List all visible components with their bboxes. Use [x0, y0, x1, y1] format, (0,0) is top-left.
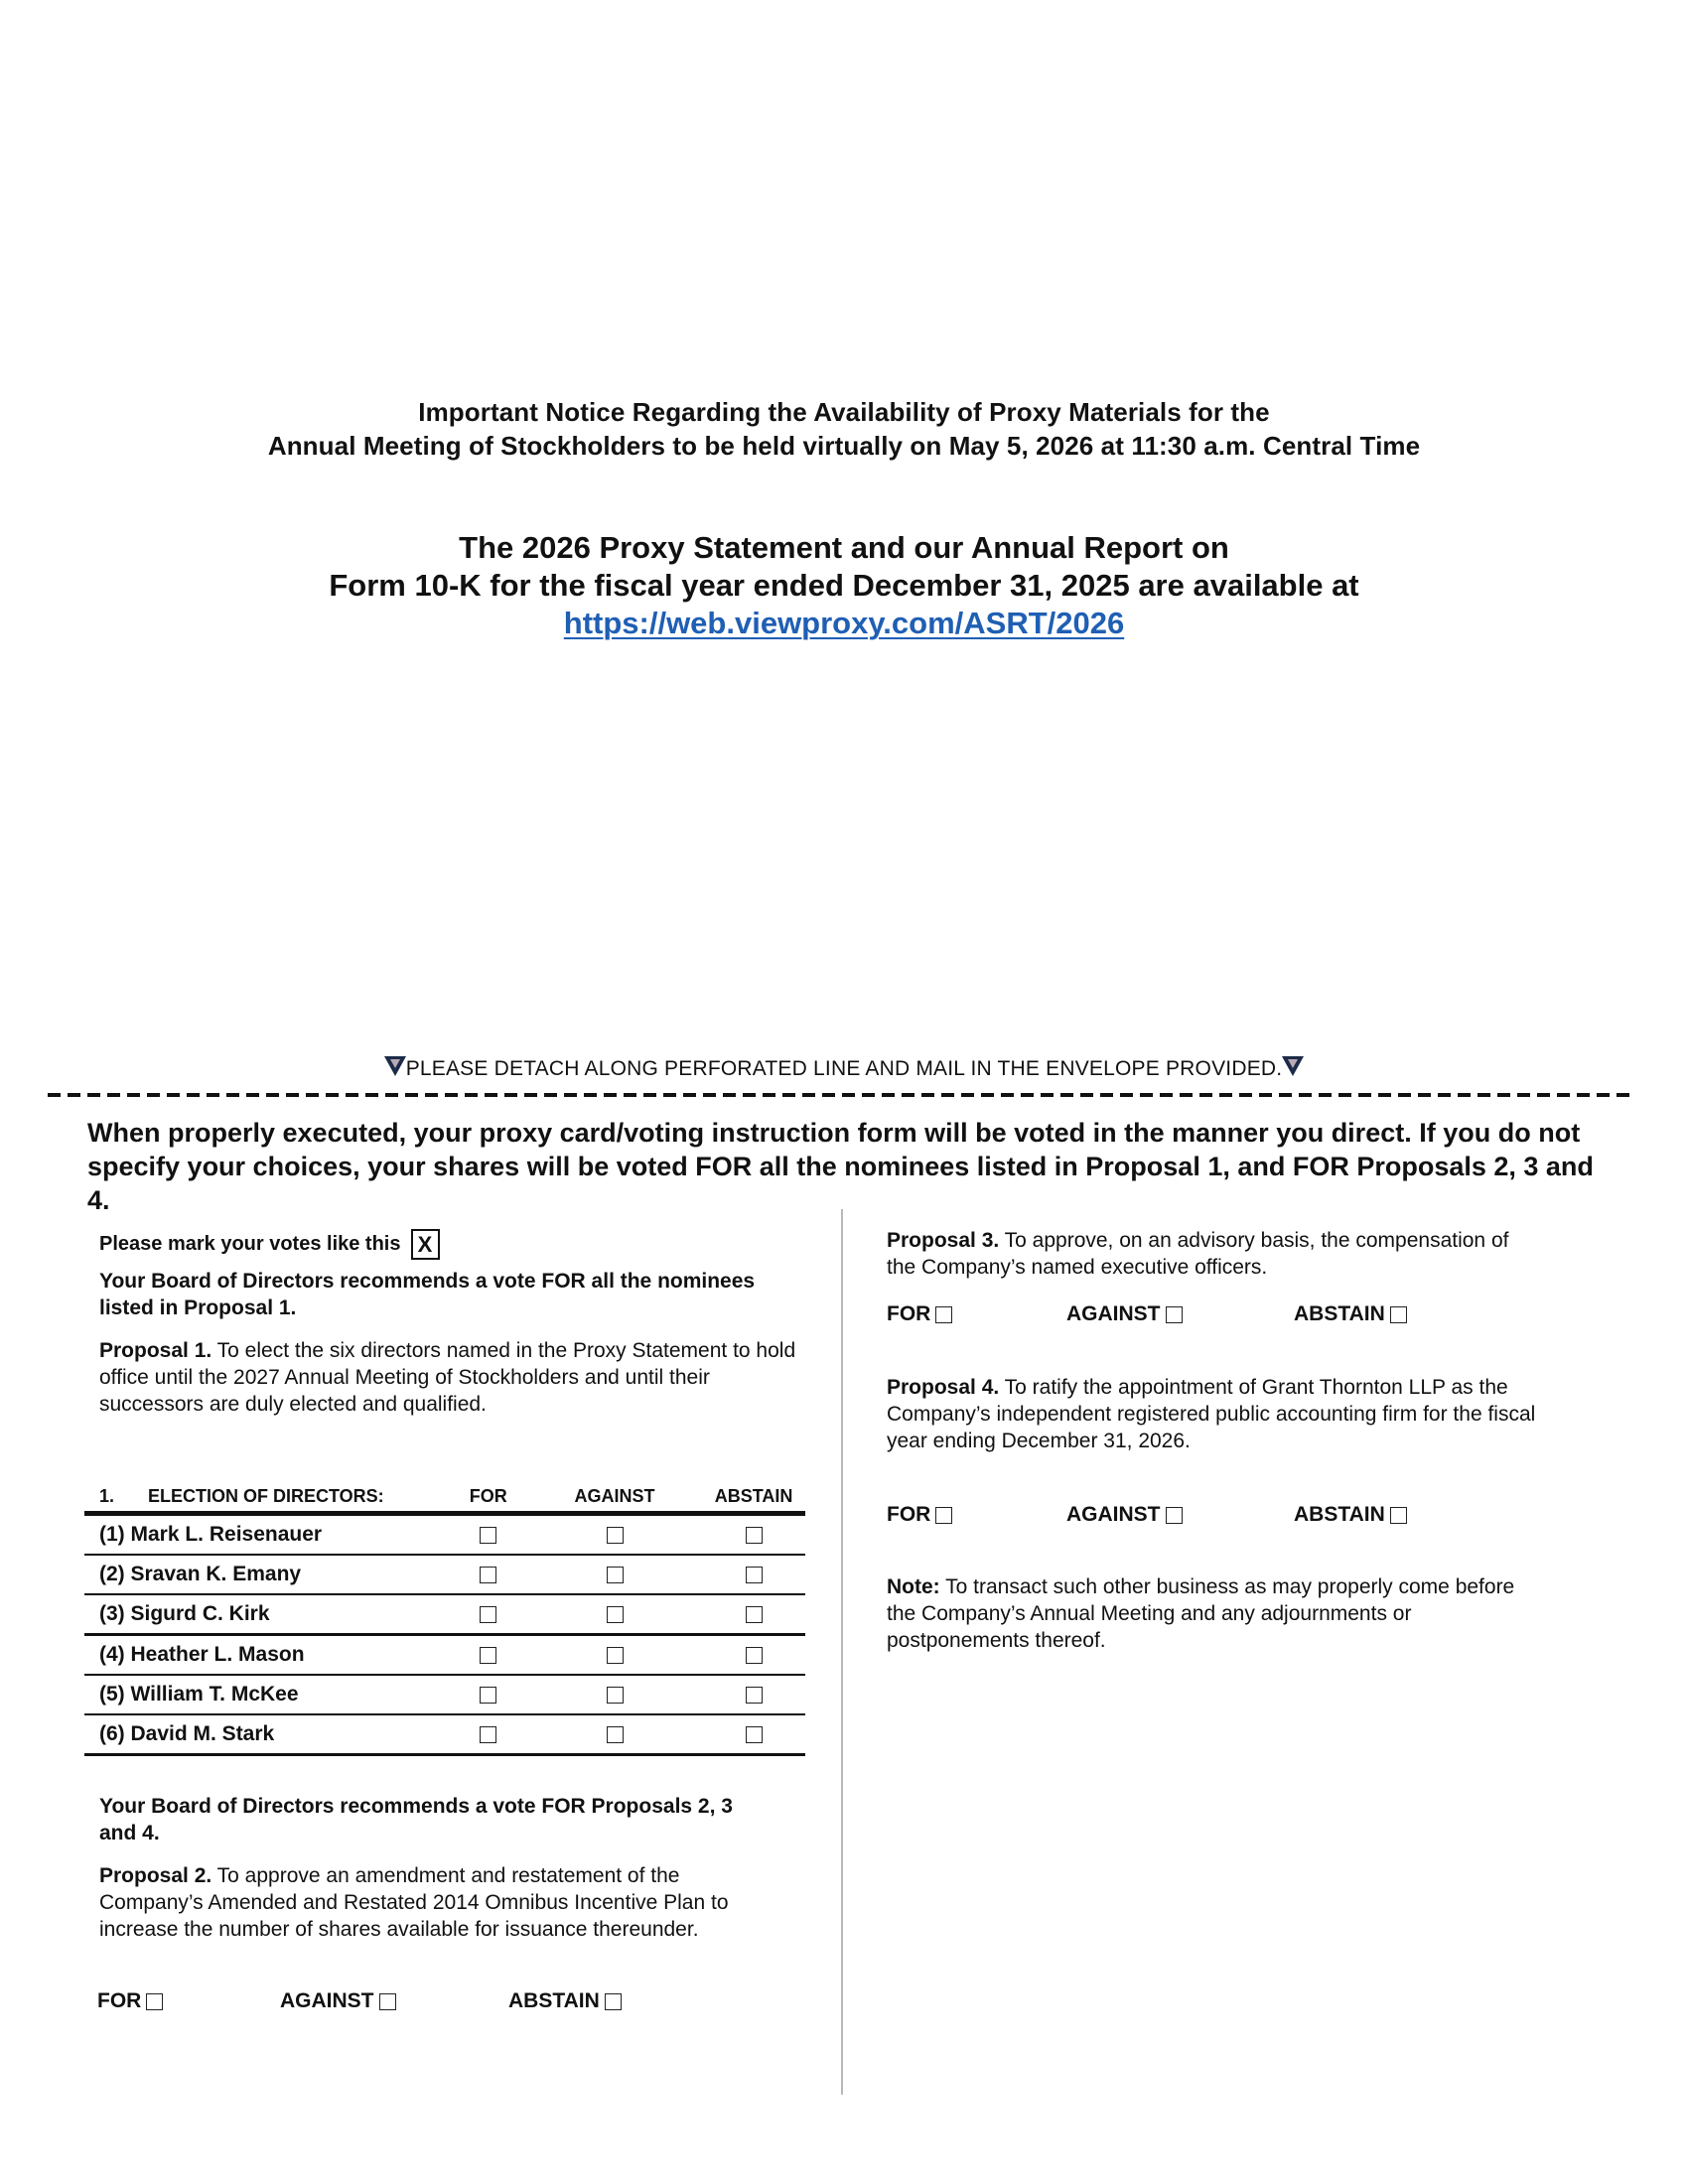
proposal-2-text: To approve an amendment and restatement of the Company’s Amended and Restated 2014 Omnibus Incentive Plan to increase the number of shares available for issuance thereunder. — [99, 1864, 729, 1941]
notice-line-1: Important Notice Regarding the Availability of Proxy Materials for the — [418, 397, 1270, 427]
nominee-name: (5) William T. McKee — [99, 1683, 299, 1706]
proposal-2-section — [99, 1793, 774, 1943]
abstain-checkbox[interactable] — [746, 1527, 763, 1544]
availability-line-1: The 2026 Proxy Statement and our Annual Report on — [459, 530, 1229, 565]
for-checkbox[interactable] — [480, 1527, 496, 1544]
down-triangle-icon — [1282, 1056, 1304, 1076]
note-section — [887, 1573, 1547, 1654]
materials-availability — [0, 529, 1688, 642]
proposal-2-title: Proposal 2. — [99, 1864, 212, 1887]
nominee-name: (2) Sravan K. Emany — [99, 1563, 302, 1585]
for-checkbox[interactable] — [480, 1647, 496, 1664]
proposal-2-description — [99, 1862, 774, 1943]
proposal-3-section — [887, 1227, 1542, 1281]
note-text: To transact such other business as may properly come before the Company’s Annual Meeting and any adjournments or postponements thereof. — [887, 1575, 1515, 1652]
abstain-checkbox[interactable] — [746, 1606, 763, 1623]
vote-against: AGAINST — [1066, 1302, 1294, 1326]
proposal-3-votes — [887, 1302, 1407, 1326]
against-checkbox[interactable] — [607, 1527, 624, 1544]
vote-for: FOR — [887, 1503, 1066, 1527]
mark-instruction — [99, 1228, 804, 1260]
against-checkbox[interactable] — [1166, 1306, 1183, 1323]
table-header — [84, 1477, 805, 1516]
proposal-1-title: Proposal 1. — [99, 1339, 212, 1362]
note-title: Note: — [887, 1575, 940, 1598]
nominee-name: (3) Sigurd C. Kirk — [99, 1602, 270, 1625]
voting-instructions: When properly executed, your proxy card/voting instruction form will be voted in the manner you direct. If you do not specify your choices, your shares will be voted FOR all the nominees listed in Proposal 1, and FOR Proposals 2, 3 and 4. — [87, 1118, 1594, 1215]
for-checkbox[interactable] — [480, 1567, 496, 1583]
against-checkbox[interactable] — [379, 1993, 396, 2010]
vote-for: FOR — [97, 1989, 280, 2013]
vote-abstain: ABSTAIN — [508, 1989, 622, 2013]
against-checkbox[interactable] — [607, 1647, 624, 1664]
detach-instruction — [0, 1056, 1688, 1082]
proposal-3-title: Proposal 3. — [887, 1229, 1000, 1252]
against-checkbox[interactable] — [607, 1606, 624, 1623]
vote-abstain: ABSTAIN — [1294, 1503, 1407, 1527]
note-description — [887, 1573, 1547, 1654]
election-of-directors-table — [84, 1477, 805, 1756]
nominee-name: (6) David M. Stark — [99, 1722, 275, 1745]
column-for: FOR — [469, 1486, 507, 1506]
nominee-name: (1) Mark L. Reisenauer — [99, 1523, 323, 1546]
vote-against: AGAINST — [1066, 1503, 1294, 1527]
proposal-3-text: To approve, on an advisory basis, the compensation of the Company’s named executive officers. — [887, 1229, 1509, 1279]
for-checkbox[interactable] — [480, 1726, 496, 1743]
proposal-1-text: To elect the six directors named in the Proxy Statement to hold office until the 2027 Annual Meeting of Stockholders and until their successors are duly elected and qualified. — [99, 1339, 796, 1416]
perforated-line — [48, 1093, 1636, 1097]
column-abstain: ABSTAIN — [714, 1486, 793, 1506]
meeting-notice — [0, 395, 1688, 463]
down-triangle-icon — [384, 1056, 406, 1076]
against-checkbox[interactable] — [1166, 1507, 1183, 1524]
for-checkbox[interactable] — [146, 1993, 163, 2010]
proposal-number: 1. — [99, 1486, 115, 1506]
abstain-checkbox[interactable] — [1390, 1507, 1407, 1524]
proxy-materials-link[interactable]: https://web.viewproxy.com/ASRT/2026 — [563, 606, 1125, 640]
table-row — [84, 1516, 805, 1556]
against-checkbox[interactable] — [607, 1726, 624, 1743]
abstain-checkbox[interactable] — [746, 1647, 763, 1664]
column-divider — [841, 1209, 843, 2095]
proposal-2-votes — [97, 1989, 622, 2013]
abstain-checkbox[interactable] — [746, 1726, 763, 1743]
left-column — [99, 1228, 804, 1418]
column-against: AGAINST — [574, 1486, 655, 1506]
for-checkbox[interactable] — [935, 1507, 952, 1524]
abstain-checkbox[interactable] — [1390, 1306, 1407, 1323]
proposal-4-section — [887, 1374, 1547, 1454]
sample-mark-box: X — [411, 1229, 440, 1260]
for-checkbox[interactable] — [480, 1687, 496, 1704]
for-checkbox[interactable] — [935, 1306, 952, 1323]
proposal-3-description — [887, 1227, 1542, 1281]
table-row — [84, 1715, 805, 1756]
proposal-4-votes — [887, 1503, 1407, 1527]
availability-line-2: Form 10-K for the fiscal year ended December 31, 2025 are available at — [329, 568, 1359, 603]
table-row — [84, 1595, 805, 1636]
table-row — [84, 1636, 805, 1676]
proposal-1-description — [99, 1337, 804, 1418]
abstain-checkbox[interactable] — [746, 1687, 763, 1704]
proposal-4-description — [887, 1374, 1547, 1454]
abstain-checkbox[interactable] — [746, 1567, 763, 1583]
proposal-4-text: To ratify the appointment of Grant Thornton LLP as the Company’s independent registered public accounting firm for the fiscal year ending December 31, 2026. — [887, 1376, 1536, 1452]
vote-abstain: ABSTAIN — [1294, 1302, 1407, 1326]
vote-for: FOR — [887, 1302, 1066, 1326]
against-checkbox[interactable] — [607, 1567, 624, 1583]
mark-label: Please mark your votes like this — [99, 1232, 401, 1255]
for-checkbox[interactable] — [480, 1606, 496, 1623]
abstain-checkbox[interactable] — [605, 1993, 622, 2010]
notice-line-2: Annual Meeting of Stockholders to be held virtually on May 5, 2026 at 11:30 a.m. Central Time — [267, 431, 1421, 461]
against-checkbox[interactable] — [607, 1687, 624, 1704]
proposal-4-title: Proposal 4. — [887, 1376, 1000, 1399]
detach-text: PLEASE DETACH ALONG PERFORATED LINE AND MAIL IN THE ENVELOPE PROVIDED. — [405, 1057, 1283, 1080]
table-label: ELECTION OF DIRECTORS: — [147, 1486, 384, 1506]
board-recommendation-2: Your Board of Directors recommends a vote FOR Proposals 2, 3 and 4. — [99, 1795, 733, 1844]
table-row — [84, 1676, 805, 1715]
board-recommendation-1: Your Board of Directors recommends a vote FOR all the nominees listed in Proposal 1. — [99, 1270, 756, 1319]
nominee-name: (4) Heather L. Mason — [99, 1643, 305, 1666]
table-row — [84, 1556, 805, 1595]
vote-against: AGAINST — [280, 1989, 508, 2013]
